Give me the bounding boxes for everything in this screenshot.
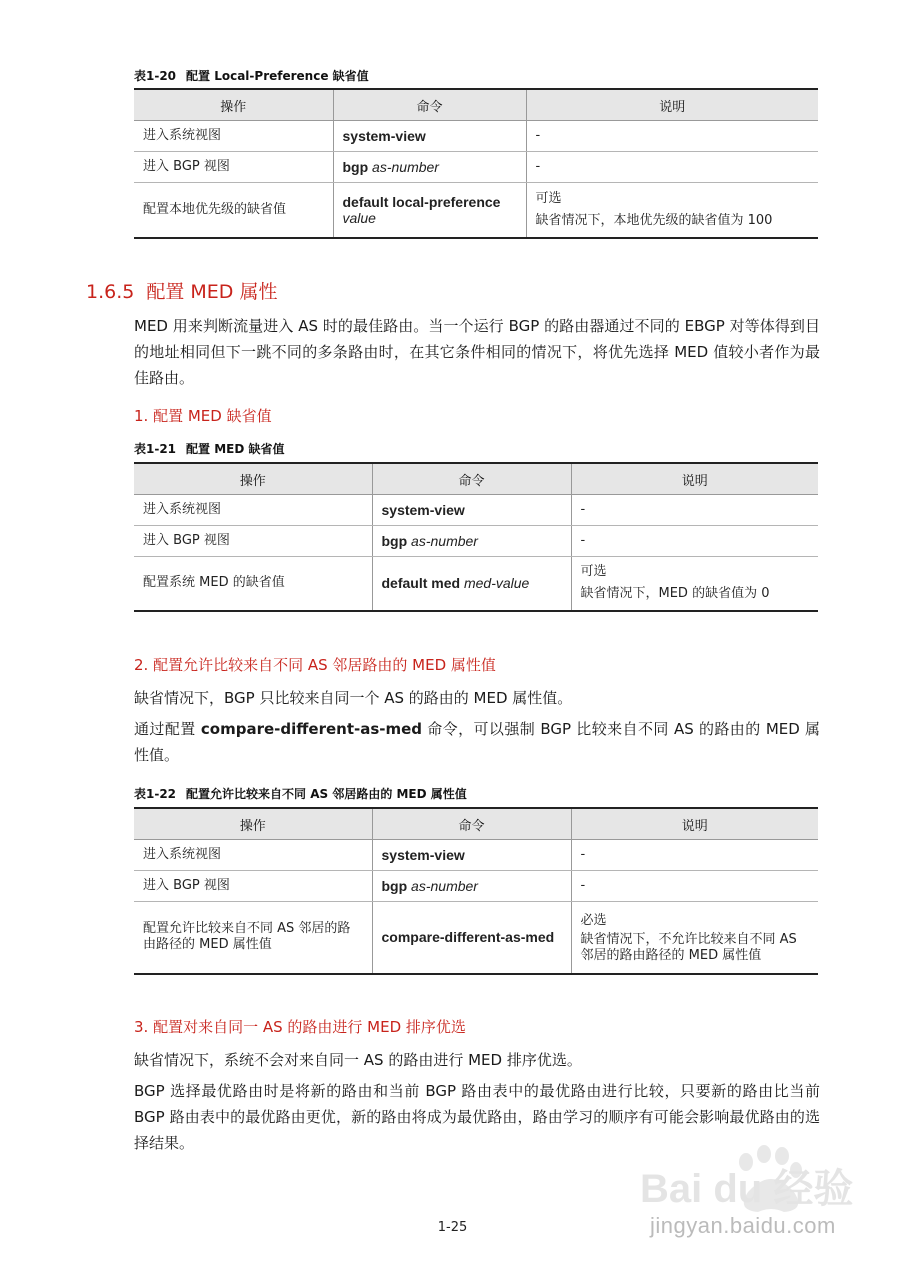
table-1-21 — [134, 462, 818, 612]
column-header: 命令 — [333, 89, 526, 121]
paragraph: 缺省情况下，系统不会对来自同一 AS 的路由进行 MED 排序优选。 — [134, 1051, 582, 1069]
table-header-row — [134, 463, 818, 495]
inline-command: compare-different-as-med — [200, 720, 423, 738]
watermark-url: jingyan.baidu.com — [650, 1213, 836, 1238]
page-number: 1-25 — [437, 1220, 468, 1235]
op-cell: 进入系统视图 — [134, 495, 372, 526]
table-caption: 表1-21 配置 MED 缺省值 — [134, 442, 285, 456]
cmd-cell: bgp as-number — [333, 152, 526, 183]
cmd-cell: bgp as-number — [372, 526, 571, 557]
column-header: 操作 — [134, 463, 372, 495]
table-row — [134, 557, 818, 611]
subsection-heading-3: 3. 配置对来自同一 AS 的路由进行 MED 排序优选 — [134, 1018, 466, 1036]
table-row — [134, 871, 818, 902]
desc-cell: 可选 缺省情况下，MED 的缺省值为 0 — [571, 557, 818, 611]
column-header: 说明 — [526, 89, 818, 121]
cmd-cell: bgp as-number — [372, 871, 571, 902]
table-header-row — [134, 89, 818, 121]
op-cell: 配置允许比较来自不同 AS 邻居的路由路径的 MED 属性值 — [134, 902, 372, 974]
table-caption: 表1-22 配置允许比较来自不同 AS 邻居路由的 MED 属性值 — [134, 787, 467, 801]
paragraph: 通过配置 compare-different-as-med 命令，可以强制 BGP 比较来自不同 AS 的路由的 MED 属性值。 — [134, 720, 820, 764]
op-cell: 配置系统 MED 的缺省值 — [134, 557, 372, 611]
op-cell: 进入 BGP 视图 — [134, 526, 372, 557]
table-row — [134, 152, 818, 183]
subsection-heading-1: 1. 配置 MED 缺省值 — [134, 407, 272, 425]
desc-cell: - — [571, 871, 818, 902]
desc-cell: - — [571, 840, 818, 871]
cmd-cell: default local-preference value — [333, 183, 526, 238]
desc-cell: 必选 缺省情况下，不允许比较来自不同 AS 邻居的路由路径的 MED 属性值 — [571, 902, 818, 974]
table-header-row — [134, 808, 818, 840]
desc-cell: - — [526, 152, 818, 183]
table-caption: 表1-20 配置 Local-Preference 缺省值 — [134, 69, 369, 83]
paragraph: BGP 选择最优路由时是将新的路由和当前 BGP 路由表中的最优路由进行比较，只要新的路由比当前 BGP 路由表中的最优路由更优，新的路由将成为最优路由，路由学习的顺序有可能会影响最优路由的选择结果。 — [134, 1082, 820, 1152]
table-row — [134, 902, 818, 974]
column-header: 说明 — [571, 808, 818, 840]
table-row — [134, 121, 818, 152]
column-header: 说明 — [571, 463, 818, 495]
cmd-cell: system-view — [372, 495, 571, 526]
paragraph: 缺省情况下，BGP 只比较来自同一个 AS 的路由的 MED 属性值。 — [134, 689, 573, 707]
table-row — [134, 183, 818, 238]
intro-paragraph: MED 用来判断流量进入 AS 时的最佳路由。当一个运行 BGP 的路由器通过不同的 EBGP 对等体得到目的地址相同但下一跳不同的多条路由时，在其它条件相同的情况下，将优先选择 MED 值较小者作为最佳路由。 — [134, 317, 820, 387]
column-header: 命令 — [372, 463, 571, 495]
section-heading: 1.6.5 配置 MED 属性 — [86, 281, 278, 303]
column-header: 操作 — [134, 89, 333, 121]
op-cell: 进入 BGP 视图 — [134, 871, 372, 902]
svg-text:Bai du 经验: Bai du 经验 — [640, 1167, 854, 1211]
cmd-cell: compare-different-as-med — [372, 902, 571, 974]
op-cell: 配置本地优先级的缺省值 — [134, 183, 333, 238]
table-row — [134, 840, 818, 871]
column-header: 操作 — [134, 808, 372, 840]
desc-cell: - — [571, 526, 818, 557]
subsection-heading-2: 2. 配置允许比较来自不同 AS 邻居路由的 MED 属性值 — [134, 656, 496, 674]
column-header: 命令 — [372, 808, 571, 840]
table-row — [134, 495, 818, 526]
cmd-cell: default med med-value — [372, 557, 571, 611]
op-cell: 进入系统视图 — [134, 121, 333, 152]
desc-cell: - — [526, 121, 818, 152]
cmd-cell: system-view — [333, 121, 526, 152]
desc-cell: 可选 缺省情况下，本地优先级的缺省值为 100 — [526, 183, 818, 238]
op-cell: 进入系统视图 — [134, 840, 372, 871]
op-cell: 进入 BGP 视图 — [134, 152, 333, 183]
cmd-cell: system-view — [372, 840, 571, 871]
desc-cell: - — [571, 495, 818, 526]
table-row — [134, 526, 818, 557]
table-1-20 — [134, 88, 818, 239]
table-1-22 — [134, 807, 818, 975]
